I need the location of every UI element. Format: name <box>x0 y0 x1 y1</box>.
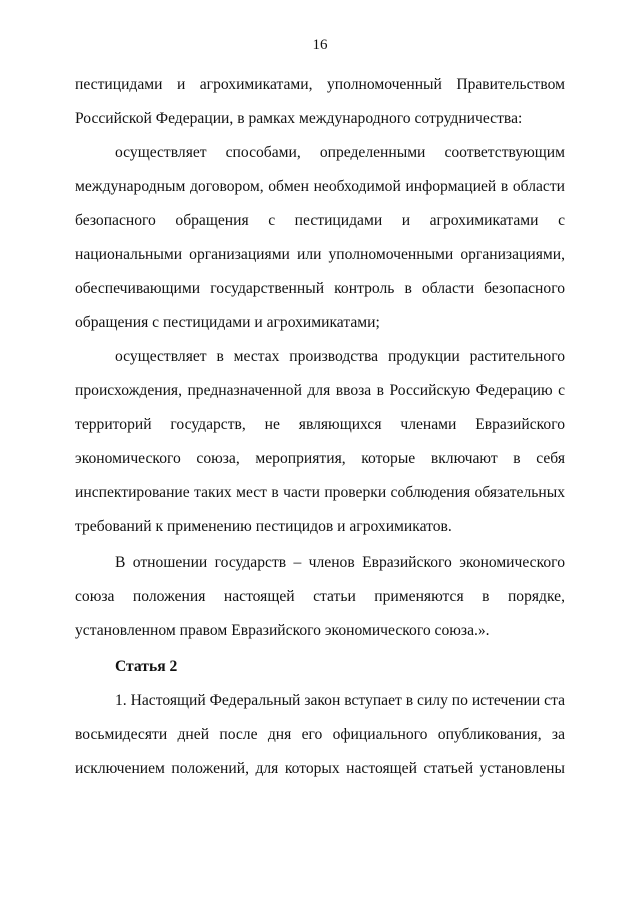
text-line: 1. Настоящий Федеральный закон вступает в силу по истечении ста <box>115 692 565 709</box>
text-line: территорий государств, не являющихся членами Евразийского <box>75 416 565 433</box>
article-heading: Статья 2 <box>115 658 178 675</box>
text-line: исключением положений, для которых настоящей статьей установлены <box>75 760 565 777</box>
text-line: обращения с пестицидами и агрохимикатами; <box>75 314 380 331</box>
text-line: осуществляет в местах производства продукции растительного <box>115 348 565 365</box>
text-line: Российской Федерации, в рамках международного сотрудничества: <box>75 110 523 127</box>
page-number: 16 <box>312 37 328 53</box>
text-line: национальными организациями или уполномоченными организациями, <box>75 246 565 263</box>
text-line: союза положения настоящей статьи применяются в порядке, <box>75 588 565 605</box>
text-line: осуществляет способами, определенными соответствующим <box>115 144 565 161</box>
document-body <box>75 68 565 786</box>
text-line: пестицидами и агрохимикатами, уполномоченный Правительством <box>75 76 565 93</box>
text-line: инспектирование таких мест в части проверки соблюдения обязательных <box>75 484 565 501</box>
text-line: международным договором, обмен необходимой информацией в области <box>75 178 565 195</box>
text-line: обеспечивающими государственный контроль в области безопасного <box>75 280 565 297</box>
text-line: восьмидесяти дней после дня его официального опубликования, за <box>75 726 565 743</box>
text-line: В отношении государств – членов Евразийского экономического <box>115 554 565 571</box>
text-line: безопасного обращения с пестицидами и агрохимикатами с <box>75 212 565 229</box>
text-line: экономического союза, мероприятия, которые включают в себя <box>75 450 565 467</box>
text-line: установленном правом Евразийского экономического союза.». <box>75 622 490 639</box>
text-line: происхождения, предназначенной для ввоза в Российскую Федерацию с <box>75 382 565 399</box>
text-line: требований к применению пестицидов и агрохимикатов. <box>75 518 452 535</box>
